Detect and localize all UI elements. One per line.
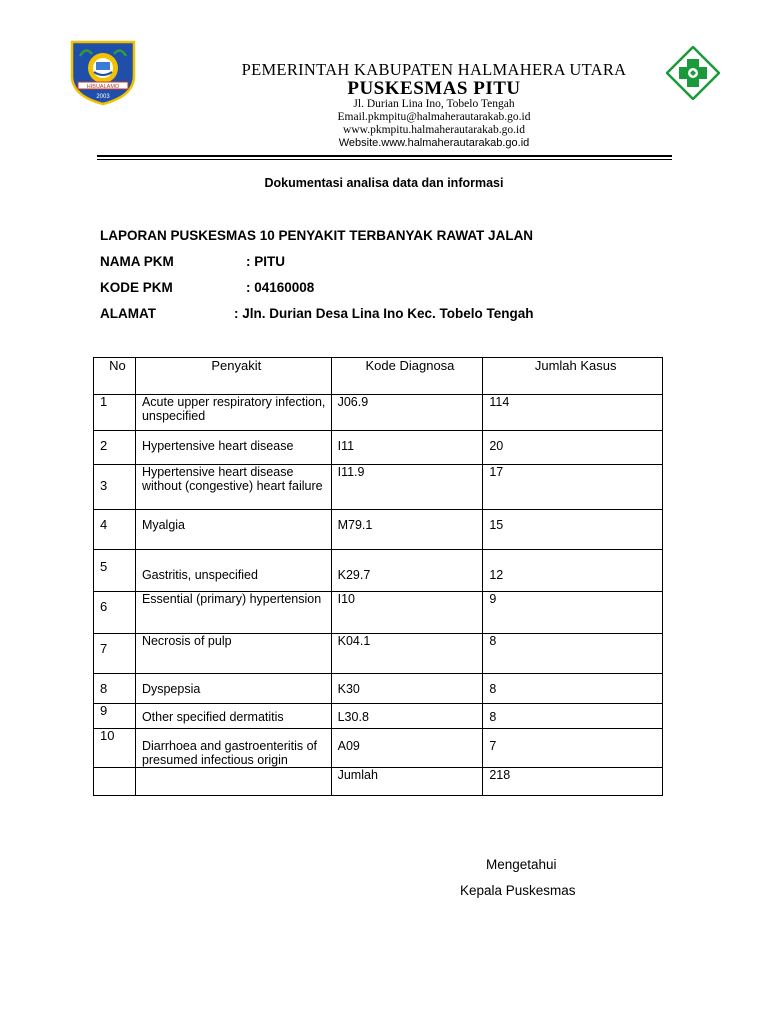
row-kode: A09	[331, 729, 483, 768]
kode-pkm-label: KODE PKM	[100, 280, 173, 295]
row-jumlah: 8	[483, 674, 663, 704]
institution-email: Email.pkmpitu@halmaherautarakab.go.id	[337, 111, 531, 123]
row-jumlah: 8	[483, 704, 663, 729]
row-penyakit: Acute upper respiratory infection, unspecified	[135, 395, 331, 431]
row-jumlah: 12	[483, 550, 663, 592]
row-no: 1	[94, 395, 136, 431]
table-row	[94, 592, 663, 634]
table-row	[94, 510, 663, 550]
row-no: 8	[94, 674, 136, 704]
kode-pkm-value: : 04160008	[246, 280, 315, 295]
row-jumlah: 7	[483, 729, 663, 768]
row-kode: L30.8	[331, 704, 483, 729]
row-penyakit: Gastritis, unspecified	[135, 550, 331, 592]
row-penyakit: Hypertensive heart disease	[135, 431, 331, 465]
document-title: Dokumentasi analisa data dan informasi	[264, 176, 504, 190]
row-no: 3	[94, 465, 136, 510]
signature-acknowledge: Mengetahui	[486, 857, 557, 872]
table-header-row	[94, 358, 663, 395]
row-jumlah: 114	[483, 395, 663, 431]
header-kode: Kode Diagnosa	[331, 358, 483, 395]
alamat-value: : Jln. Durian Desa Lina Ino Kec. Tobelo Tengah	[234, 306, 534, 321]
row-penyakit: Hypertensive heart disease without (congestive) heart failure	[135, 465, 331, 510]
row-kode: K04.1	[331, 634, 483, 674]
government-name: PEMERINTAH KABUPATEN HALMAHERA UTARA	[241, 60, 627, 79]
row-no: 9	[94, 704, 136, 729]
row-penyakit: Other specified dermatitis	[135, 704, 331, 729]
row-kode: M79.1	[331, 510, 483, 550]
row-jumlah: 17	[483, 465, 663, 510]
table-row	[94, 729, 663, 768]
row-no: 6	[94, 592, 136, 634]
alamat-label: ALAMAT	[100, 306, 156, 321]
row-no: 7	[94, 634, 136, 674]
institution-address: Jl. Durian Lina Ino, Tobelo Tengah	[353, 98, 515, 110]
header-divider-thin	[97, 159, 672, 160]
row-penyakit: Essential (primary) hypertension	[135, 592, 331, 634]
row-kode: K30	[331, 674, 483, 704]
emblem-motto-text: HIBUALAMO	[86, 84, 120, 90]
row-kode: I11.9	[331, 465, 483, 510]
total-penyakit-empty	[135, 768, 331, 796]
row-jumlah: 20	[483, 431, 663, 465]
row-jumlah: 15	[483, 510, 663, 550]
row-no: 10	[94, 729, 136, 768]
row-kode: K29.7	[331, 550, 483, 592]
table-row	[94, 395, 663, 431]
table-total-row	[94, 768, 663, 796]
nama-pkm-label: NAMA PKM	[100, 254, 174, 269]
table-row	[94, 674, 663, 704]
total-value: 218	[483, 768, 663, 796]
row-penyakit: Myalgia	[135, 510, 331, 550]
row-penyakit: Dyspepsia	[135, 674, 331, 704]
row-jumlah: 8	[483, 634, 663, 674]
institution-website: Website.www.halmaherautarakab.go.id	[338, 137, 530, 149]
report-title: LAPORAN PUSKESMAS 10 PENYAKIT TERBANYAK RAWAT JALAN	[100, 228, 534, 243]
header-penyakit: Penyakit	[135, 358, 331, 395]
row-penyakit: Necrosis of pulp	[135, 634, 331, 674]
row-kode: J06.9	[331, 395, 483, 431]
row-no: 2	[94, 431, 136, 465]
emblem-year-text: 2003	[96, 94, 110, 100]
table-row	[94, 431, 663, 465]
signature-title: Kepala Puskesmas	[460, 883, 576, 898]
header-divider-thick	[97, 155, 672, 157]
row-no: 5	[94, 550, 136, 592]
disease-table	[93, 357, 663, 796]
institution-www: www.pkmpitu.halmaherautarakab.go.id	[343, 124, 525, 136]
row-penyakit: Diarrhoea and gastroenteritis of presumed infectious origin	[135, 729, 331, 768]
nama-pkm-value: : PITU	[246, 254, 285, 269]
header-no: No	[94, 358, 136, 395]
institution-name: PUSKESMAS PITU	[347, 78, 521, 99]
table-row	[94, 634, 663, 674]
table-row	[94, 704, 663, 729]
row-no: 4	[94, 510, 136, 550]
total-label: Jumlah	[331, 768, 483, 796]
table-row	[94, 550, 663, 592]
total-no-empty	[94, 768, 136, 796]
header-jumlah: Jumlah Kasus	[483, 358, 663, 395]
row-kode: I11	[331, 431, 483, 465]
table-row	[94, 465, 663, 510]
row-jumlah: 9	[483, 592, 663, 634]
row-kode: I10	[331, 592, 483, 634]
